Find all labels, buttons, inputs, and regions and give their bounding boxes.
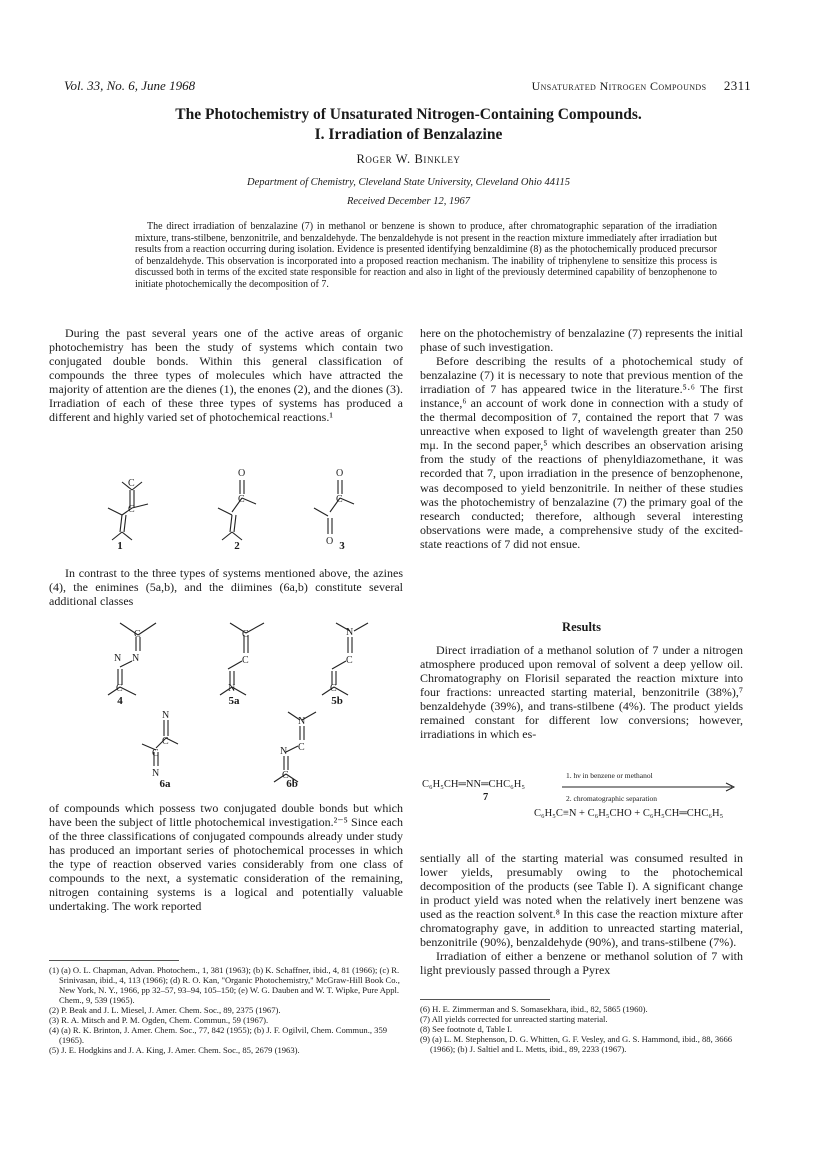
atom-nitrogen: N [114,653,122,664]
atom-nitrogen: N [280,746,288,757]
footnote: (5) J. E. Hodgkins and J. A. King, J. Amer. Chem. Soc., 85, 2679 (1963). [49,1045,300,1055]
paragraph: In contrast to the three types of systems mentioned above, the azines (4), the enimines (5a,b), and the diimines (6a,b) constitute several additional classes [49,566,403,609]
compound-label-6b: 6b [286,778,298,790]
compound-label-2: 2 [234,540,240,552]
atom-carbon: C [162,736,169,747]
body-col1-intro [49,326,403,424]
section-heading-results: Results [562,620,601,634]
atom-nitrogen: N [298,716,306,727]
journal-issue: Vol. 33, No. 6, June 1968 [64,78,196,93]
atom-oxygen: O [326,536,334,547]
atom-nitrogen: N [228,683,236,694]
footnotes-left [49,965,403,1055]
atom-carbon: C [238,494,245,505]
structures-row3 [120,708,360,783]
compound-label-1: 1 [117,540,123,552]
footnote: (4) (a) R. K. Brinton, J. Amer. Chem. Soc., 77, 842 (1955); (b) J. F. Ogilvil, Chem. Commun., 359 (1965). [49,1025,388,1045]
body-col1-azines [49,566,403,608]
equation-reactant: C₆H₅CH═NN═CHC₆H₅ [422,779,526,790]
footnote: (2) P. Beak and J. L. Miesel, J. Amer. Chem. Soc., 89, 2375 (1967). [49,1005,281,1015]
paragraph: sentially all of the starting material was consumed resulted in lower yields, presumably owing to the photochemical decomposition of the products (see Table I). A significant change in product yield was noted when the relatively inert benzene was used as the reaction solvent.⁸ In this case the reaction mixture after chromatography gave, in addition to unreacted starting material, benzonitrile (90%), benzaldehyde (90%), and trans-stilbene (7%). [420,851,743,950]
author: Roger W. Binkley [356,152,461,166]
atom-carbon: C [152,748,159,759]
atom-carbon: C [242,655,249,666]
running-title: Unsaturated Nitrogen Compounds [531,79,707,93]
atom-nitrogen: N [132,653,140,664]
equation-reactant-label: 7 [483,792,489,803]
atom-oxygen: O [336,468,344,479]
body-col2-continued [420,851,743,977]
atom-carbon: C [346,655,353,666]
abstract: The direct irradiation of benzalazine (7) in methanol or benzene is shown to produce, after chromatographic separation of the irradiation mixture, trans-stilbene, benzonitrile, and benzaldehyde. The benzaldehyde is not present in the reaction mixture immediately after irradiation but results from a reaction occurring during isolation. Evidence is presented identifying benzaldimine (8) as the photochemically produced precursor of benzaldehyde. This observation is incorporated into a proposed reaction mechanism. The inability of triphenylene to sensitize this process is discussed both in terms of the excited state responsible for reaction and also in light of the previously determined capability of benzophenone to initiate photochemically the decomposition of 7. [135,221,717,290]
reaction-arrow [560,782,740,792]
paragraph: Before describing the results of a photochemical study of benzalazine (7) it is necessary to note that previous mention of the irradiation of 7 has appeared twice in the literature.⁵·⁶ The first instance,⁶ an account of work done in connection with a study of the thermal decomposition of 7, contained the report that 7 was unreactive when exposed to light of wavelength greater than 250 mμ. In the second paper,⁵ which describes an observation arising from the study of the reactions of phenyldiazomethane, it was recorded that 7, upon irradiation in the presence of benzophenone, was decomposed to yield benzonitrile. In neither of these studies was the photochemistry of benzalazine (7) the primary goal of the research conducted; therefore, although several interesting observations were made, a comprehensive study of the excited-state reactions of 7 did not ensue. [420,354,743,551]
affiliation: Department of Chemistry, Cleveland State University, Cleveland Ohio 44115 [247,177,570,188]
atom-oxygen: O [238,468,246,479]
footnote: (1) (a) O. L. Chapman, Advan. Photochem., 1, 381 (1963); (b) K. Schaffner, ibid., 4, 81 (1966); (c) R. Srinivasan, ibid., 4, 113 (1966); (d) R. O. Kan, "Organic Photochemistry," McGraw-Hill Book Co., New York, N. Y., 1966, pp 32–57, 93–94, 105–150; (e) W. G. Dauben and W. T. Wipke, Pure Appl. Chem., 9, 539 (1965). [49,965,400,1005]
atom-carbon: C [242,629,249,640]
title-line-2: I. Irradiation of Benzalazine [314,126,503,143]
equation-products: C₆H₅C≡N + C₆H₅CHO + C₆H₅CH═CHC₆H₅ [534,808,724,819]
paragraph: Irradiation of either a benzene or methanol solution of 7 with light previously passed through a Pyrex [420,949,743,978]
body-col2-intro [420,326,743,551]
atom-nitrogen: N [346,627,354,638]
page-number: 2311 [723,78,751,93]
article-title [0,105,817,145]
paragraph: Direct irradiation of a methanol solution of 7 under a nitrogen atmosphere produced upon removal of solvent a deep yellow oil. Chromatography on Florisil separated the reaction mixture into four fractions: unreacted starting material, benzonitrile (38%),⁷ benzaldehyde (39%), and trans-stilbene (4%). The product yields remained constant for different low conversions; however, irradiations in which es- [420,643,743,742]
atom-carbon: C [128,478,135,489]
footnote: (7) All yields corrected for unreacted starting material. [420,1014,608,1024]
atom-nitrogen: N [152,768,160,779]
atom-carbon: C [128,504,135,515]
atom-carbon: C [298,742,305,753]
body-col1-continued [49,801,403,913]
atom-carbon: C [134,629,141,640]
footnote: (8) See footnote d, Table I. [420,1024,513,1034]
atom-nitrogen: N [162,710,170,721]
footnote-rule [420,999,550,1000]
equation-step-2: 2. chromatographic separation [566,794,658,803]
paragraph: here on the photochemistry of benzalazine (7) represents the initial phase of such investigation. [420,326,743,355]
atom-carbon: C [282,770,289,781]
compound-label-6a: 6a [159,778,171,790]
atom-carbon: C [330,683,337,694]
footnote: (9) (a) L. M. Stephenson, D. G. Whitten, G. F. Vesley, and G. S. Hammond, ibid., 88, 3666 (1966); (b) J. Saltiel and L. Metts, ibid., 89, 2233 (1967). [420,1034,733,1054]
compound-label-5b: 5b [331,695,343,707]
paragraph: of compounds which possess two conjugated double bonds but which have been the subject of little photochemical investigation.²⁻⁵ Since each of the three classifications of conjugated compounds already under study has produced an important series of photochemical processes in which the type of reaction observed varies considerably from one class of compounds to the next, a systematic consideration of the remaining, nitrogen containing systems is a logical and potentially valuable undertaking. The work reported [49,801,403,914]
running-header [532,78,751,94]
footnotes-right [420,1004,743,1054]
compound-label-5a: 5a [228,695,240,707]
paragraph: During the past several years one of the active areas of organic photochemistry has been the study of systems which contain two conjugated double bonds. Within this general classification of compounds the three types of molecules which have attracted the majority of attention are the dienes (1), the enones (2), and the diones (3). Irradiation of each of these three types of systems has produced a different and highly varied set of photochemical reactions.¹ [49,326,403,425]
footnote-rule [49,960,179,961]
atom-carbon: C [116,683,123,694]
compound-label-4: 4 [117,695,123,707]
footnote: (3) R. A. Mitsch and P. M. Ogden, Chem. Commun., 59 (1967). [49,1015,269,1025]
title-line-1: The Photochemistry of Unsaturated Nitrogen-Containing Compounds. [175,106,642,123]
atom-carbon: C [336,494,343,505]
compound-label-3: 3 [339,540,345,552]
equation-step-1: 1. hν in benzene or methanol [566,771,653,780]
body-col2-results [420,643,743,741]
footnote: (6) H. E. Zimmerman and S. Somasekhara, ibid., 82, 5865 (1960). [420,1004,648,1014]
received-date: Received December 12, 1967 [346,196,471,207]
